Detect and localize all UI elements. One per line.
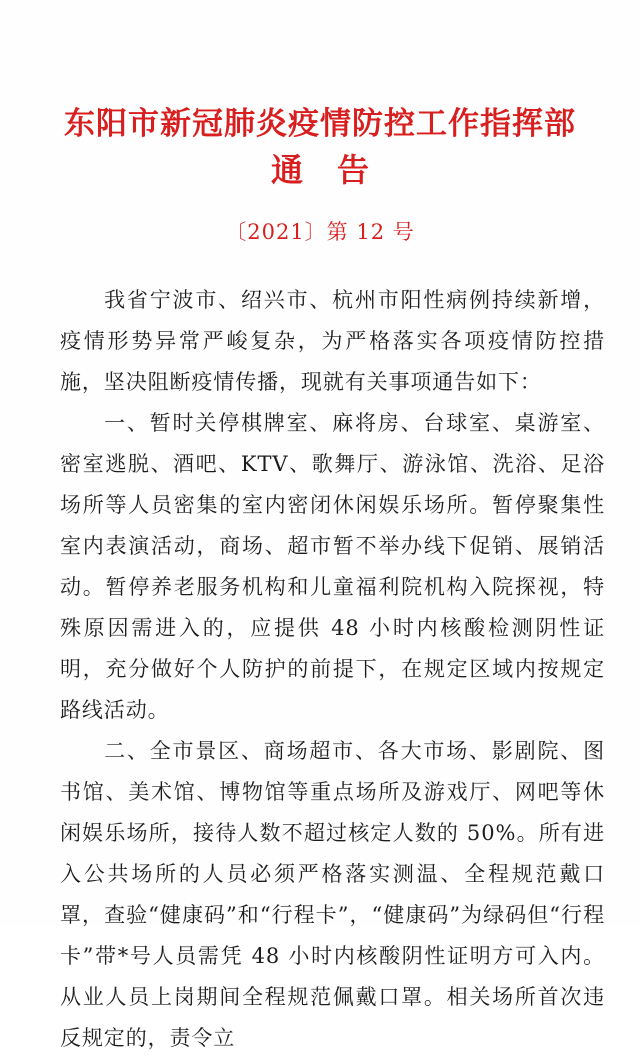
document-number: 〔2021〕第 12 号 [225,220,415,244]
intro-paragraph: 我省宁波市、绍兴市、杭州市阳性病例持续新增，疫情形势异常严峻复杂，为严格落实各项疫情防控措施，坚决阻断疫情传播，现就有关事项通告如下： [60,288,605,394]
item-two-paragraph: 二、全市景区、商场超市、各大市场、影剧院、图书馆、美术馆、博物馆等重点场所及游戏厅、网吧等休闲娱乐场所，接待人数不超过核定人数的 50%。所有进入公共场所的人员必须严格落实测温、全程规范戴口罩，查验“健康码”和“行程卡”，“健康码”为绿码但“行程卡”带*号人员需凭 48 小时内核酸阴性证明方可入内。从业人员上岗期间全程规范佩戴口罩。相关场所首次违反规定的，责令立 [60,739,605,1050]
issuing-authority-title: 东阳市新冠肺炎疫情防控工作指挥部 [64,106,576,142]
notice-heading: 通告 [270,151,403,189]
notice-body [60,280,605,1059]
notice-title-block [0,104,640,190]
item-one-paragraph: 一、暂时关停棋牌室、麻将房、台球室、桌游室、密室逃脱、酒吧、KTV、歌舞厅、游泳馆、洗浴、足浴场所等人员密集的室内密闭休闲娱乐场所。暂停聚集性室内表演活动，商场、超市暂不举办线下促销、展销活动。暂停养老服务机构和儿童福利院机构入院探视，特殊原因需进入的，应提供 48 小时内核酸检测阴性证明，充分做好个人防护的前提下，在规定区域内按规定路线活动。 [60,411,605,722]
